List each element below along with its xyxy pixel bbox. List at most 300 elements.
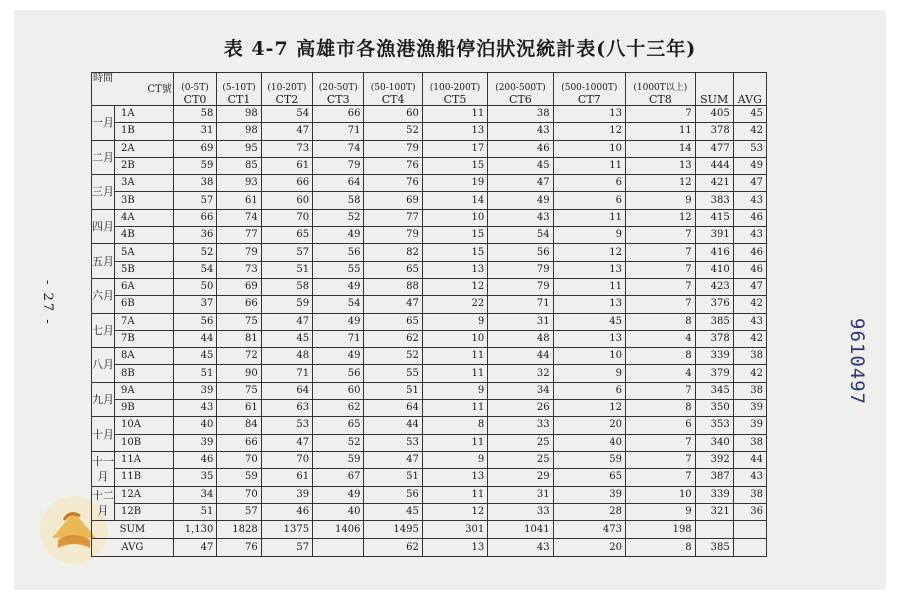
value-cell: 79	[364, 140, 422, 157]
month-cell: 六月	[92, 278, 115, 313]
value-cell: 84	[217, 417, 261, 434]
value-cell: 11	[422, 348, 487, 365]
value-cell: 46	[733, 209, 766, 226]
value-cell: 6	[553, 192, 625, 209]
value-cell: 65	[364, 261, 422, 278]
table-row	[92, 140, 767, 157]
page-number: - 27 -	[40, 280, 55, 326]
value-cell: 61	[261, 157, 312, 174]
ct-code-cell: 9A	[115, 382, 174, 399]
value-cell: 51	[364, 469, 422, 486]
value-cell: 67	[313, 469, 364, 486]
value-cell: 4	[626, 330, 696, 347]
value-cell: 66	[217, 296, 261, 313]
value-cell: 10	[553, 348, 625, 365]
value-cell: 11	[422, 400, 487, 417]
value-cell: 56	[173, 313, 217, 330]
total-cell: 8	[626, 539, 696, 557]
total-cell: 1375	[261, 521, 312, 539]
value-cell: 31	[488, 313, 553, 330]
avg-column-header	[733, 73, 766, 106]
value-cell: 10	[422, 209, 487, 226]
value-cell: 38	[488, 106, 553, 123]
value-cell: 40	[553, 434, 625, 451]
value-cell: 7	[626, 382, 696, 399]
value-cell: 69	[173, 140, 217, 157]
ct-code-cell: 8B	[115, 365, 174, 382]
value-cell: 69	[364, 192, 422, 209]
value-cell: 70	[261, 209, 312, 226]
value-cell: 43	[733, 192, 766, 209]
statistics-table	[91, 72, 767, 557]
value-cell: 49	[313, 486, 364, 503]
total-cell: 473	[553, 521, 625, 539]
value-cell: 53	[364, 434, 422, 451]
value-cell: 43	[173, 400, 217, 417]
value-cell: 95	[217, 140, 261, 157]
value-cell: 11	[422, 365, 487, 382]
column-header-ct7	[553, 73, 625, 106]
ct-code-cell: 12B	[115, 503, 174, 520]
value-cell: 47	[733, 175, 766, 192]
column-range: (5-10T)	[222, 83, 256, 93]
table-title: 表 4-7 高雄市各漁港漁船停泊狀況統計表(八十三年)	[223, 38, 697, 60]
value-cell: 57	[261, 244, 312, 261]
value-cell: 81	[217, 330, 261, 347]
value-cell: 7	[626, 451, 696, 468]
ct-code-cell: 3B	[115, 192, 174, 209]
value-cell: 75	[217, 382, 261, 399]
value-cell: 79	[488, 278, 553, 295]
value-cell: 17	[422, 140, 487, 157]
value-cell: 12	[626, 209, 696, 226]
sum-column-header	[695, 73, 733, 106]
value-cell: 63	[261, 400, 312, 417]
column-header-ct2	[261, 73, 312, 106]
table-row	[92, 123, 767, 140]
value-cell: 19	[422, 175, 487, 192]
value-cell: 6	[553, 175, 625, 192]
value-cell: 13	[422, 123, 487, 140]
value-cell: 51	[364, 382, 422, 399]
value-cell: 52	[173, 244, 217, 261]
total-cell: 1041	[488, 521, 553, 539]
value-cell: 31	[488, 486, 553, 503]
value-cell: 38	[733, 382, 766, 399]
document-code-stamp: 9610497	[846, 318, 868, 406]
table-row	[92, 434, 767, 451]
month-cell: 十月	[92, 417, 115, 452]
value-cell: 79	[313, 157, 364, 174]
value-cell: 66	[217, 434, 261, 451]
value-cell: 49	[313, 278, 364, 295]
ct-code-cell: 9B	[115, 400, 174, 417]
value-cell: 56	[488, 244, 553, 261]
value-cell: 42	[733, 365, 766, 382]
table-header-row	[92, 73, 767, 106]
table-row	[92, 330, 767, 347]
value-cell: 52	[364, 123, 422, 140]
ct-code-cell: 4A	[115, 209, 174, 226]
table-row	[92, 365, 767, 382]
value-cell: 12	[553, 244, 625, 261]
value-cell: 70	[261, 451, 312, 468]
value-cell: 14	[422, 192, 487, 209]
month-cell: 十一月	[92, 451, 115, 486]
value-cell: 7	[626, 469, 696, 486]
value-cell: 69	[217, 278, 261, 295]
value-cell: 49	[733, 157, 766, 174]
value-cell: 48	[488, 330, 553, 347]
month-cell: 一月	[92, 106, 115, 141]
value-cell: 58	[313, 192, 364, 209]
value-cell: 33	[488, 417, 553, 434]
value-cell: 85	[217, 157, 261, 174]
value-cell: 29	[488, 469, 553, 486]
total-cell: 1828	[217, 521, 261, 539]
table-row	[92, 451, 767, 468]
value-cell: 45	[553, 313, 625, 330]
column-range: (0-5T)	[181, 83, 209, 93]
value-cell: 65	[553, 469, 625, 486]
month-cell: 十二月	[92, 486, 115, 521]
value-cell: 73	[261, 140, 312, 157]
column-range: (10-20T)	[267, 83, 307, 93]
column-code: CT6	[509, 93, 532, 106]
value-cell: 64	[261, 382, 312, 399]
value-cell: 353	[695, 417, 733, 434]
table-row	[92, 313, 767, 330]
total-cell: 1406	[313, 521, 364, 539]
value-cell: 51	[173, 365, 217, 382]
value-cell: 79	[488, 261, 553, 278]
value-cell: 7	[626, 227, 696, 244]
value-cell: 56	[313, 244, 364, 261]
value-cell: 383	[695, 192, 733, 209]
total-cell: 1495	[364, 521, 422, 539]
value-cell: 70	[217, 451, 261, 468]
value-cell: 77	[217, 227, 261, 244]
value-cell: 340	[695, 434, 733, 451]
value-cell: 8	[626, 400, 696, 417]
value-cell: 47	[261, 313, 312, 330]
ct-code-cell: 2B	[115, 157, 174, 174]
value-cell: 378	[695, 123, 733, 140]
value-cell: 45	[488, 157, 553, 174]
value-cell: 405	[695, 106, 733, 123]
value-cell: 61	[217, 192, 261, 209]
value-cell: 13	[553, 296, 625, 313]
ct-code-cell: 6B	[115, 296, 174, 313]
value-cell: 7	[626, 296, 696, 313]
total-cell: 43	[488, 539, 553, 557]
value-cell: 11	[553, 209, 625, 226]
value-cell: 65	[261, 227, 312, 244]
table-row	[92, 227, 767, 244]
column-header-ct0	[173, 73, 217, 106]
month-cell: 七月	[92, 313, 115, 348]
value-cell: 34	[488, 382, 553, 399]
value-cell: 45	[733, 106, 766, 123]
value-cell: 31	[173, 123, 217, 140]
value-cell: 77	[364, 209, 422, 226]
ct-label: CT號	[147, 84, 172, 95]
value-cell: 9	[422, 451, 487, 468]
value-cell: 71	[488, 296, 553, 313]
value-cell: 7	[626, 261, 696, 278]
value-cell: 10	[422, 330, 487, 347]
value-cell: 98	[217, 123, 261, 140]
value-cell: 15	[422, 244, 487, 261]
value-cell: 57	[217, 503, 261, 520]
table-row	[92, 348, 767, 365]
value-cell: 10	[553, 140, 625, 157]
value-cell: 35	[173, 469, 217, 486]
total-cell: 198	[626, 521, 696, 539]
column-range: (20-50T)	[318, 83, 358, 93]
value-cell: 48	[261, 348, 312, 365]
value-cell: 45	[364, 503, 422, 520]
value-cell: 36	[733, 503, 766, 520]
table-row	[92, 469, 767, 486]
ct-code-cell: 8A	[115, 348, 174, 365]
value-cell: 54	[173, 261, 217, 278]
value-cell: 13	[553, 261, 625, 278]
value-cell: 4	[626, 365, 696, 382]
value-cell: 28	[553, 503, 625, 520]
value-cell: 39	[173, 382, 217, 399]
value-cell: 51	[173, 503, 217, 520]
table-row	[92, 157, 767, 174]
value-cell: 73	[217, 261, 261, 278]
column-header-ct6	[488, 73, 553, 106]
value-cell: 339	[695, 486, 733, 503]
table-row	[92, 400, 767, 417]
value-cell: 93	[217, 175, 261, 192]
ct-code-cell: 7B	[115, 330, 174, 347]
value-cell: 38	[733, 486, 766, 503]
value-cell: 47	[261, 123, 312, 140]
value-cell: 46	[733, 261, 766, 278]
ct-code-cell: 12A	[115, 486, 174, 503]
value-cell: 43	[733, 469, 766, 486]
value-cell: 60	[313, 382, 364, 399]
value-cell: 22	[422, 296, 487, 313]
column-header-ct4	[364, 73, 422, 106]
value-cell: 66	[173, 209, 217, 226]
value-cell: 42	[733, 123, 766, 140]
value-cell: 20	[553, 417, 625, 434]
value-cell: 56	[364, 486, 422, 503]
value-cell: 11	[553, 157, 625, 174]
value-cell: 45	[173, 348, 217, 365]
value-cell: 32	[488, 365, 553, 382]
value-cell: 59	[173, 157, 217, 174]
value-cell: 58	[261, 278, 312, 295]
value-cell: 39	[733, 417, 766, 434]
value-cell: 6	[553, 382, 625, 399]
value-cell: 70	[217, 486, 261, 503]
value-cell: 46	[733, 244, 766, 261]
value-cell: 39	[261, 486, 312, 503]
value-cell: 75	[217, 313, 261, 330]
table-row	[92, 175, 767, 192]
value-cell: 11	[422, 486, 487, 503]
avg-row	[92, 539, 767, 557]
total-cell: 47	[173, 539, 217, 557]
value-cell: 40	[313, 503, 364, 520]
value-cell: 12	[626, 175, 696, 192]
ct-code-cell: 11B	[115, 469, 174, 486]
value-cell: 66	[261, 175, 312, 192]
column-range: (100-200T)	[429, 83, 481, 93]
value-cell: 43	[733, 313, 766, 330]
table-row	[92, 503, 767, 520]
column-range: (1000T以上)	[633, 83, 688, 93]
value-cell: 66	[313, 106, 364, 123]
total-cell	[313, 539, 364, 557]
value-cell: 64	[313, 175, 364, 192]
value-cell: 345	[695, 382, 733, 399]
column-code: CT1	[227, 93, 251, 106]
column-code: CT4	[381, 93, 405, 106]
value-cell: 423	[695, 278, 733, 295]
column-header-ct8	[626, 73, 696, 106]
value-cell: 46	[173, 451, 217, 468]
month-cell: 五月	[92, 244, 115, 279]
value-cell: 11	[553, 278, 625, 295]
value-cell: 74	[217, 209, 261, 226]
column-code: CT0	[183, 93, 207, 106]
value-cell: 71	[261, 365, 312, 382]
row-label: SUM	[92, 521, 174, 539]
total-cell: 13	[422, 539, 487, 557]
value-cell: 76	[364, 157, 422, 174]
value-cell: 44	[488, 348, 553, 365]
value-cell: 79	[217, 244, 261, 261]
value-cell: 36	[173, 227, 217, 244]
value-cell: 61	[217, 400, 261, 417]
value-cell: 43	[733, 227, 766, 244]
column-header-ct1	[217, 73, 261, 106]
table-row	[92, 382, 767, 399]
total-cell	[695, 521, 733, 539]
value-cell: 350	[695, 400, 733, 417]
value-cell: 9	[553, 227, 625, 244]
total-cell: 385	[695, 539, 733, 557]
total-cell: 20	[553, 539, 625, 557]
value-cell: 13	[422, 261, 487, 278]
value-cell: 10	[626, 486, 696, 503]
value-cell: 44	[733, 451, 766, 468]
value-cell: 379	[695, 365, 733, 382]
value-cell: 62	[364, 330, 422, 347]
ct-code-cell: 5B	[115, 261, 174, 278]
value-cell: 57	[173, 192, 217, 209]
column-range: (50-100T)	[370, 83, 416, 93]
value-cell: 11	[626, 123, 696, 140]
value-cell: 11	[422, 106, 487, 123]
value-cell: 15	[422, 227, 487, 244]
value-cell: 38	[733, 434, 766, 451]
value-cell: 12	[422, 503, 487, 520]
value-cell: 71	[313, 123, 364, 140]
value-cell: 59	[217, 469, 261, 486]
month-cell: 三月	[92, 175, 115, 210]
table-row	[92, 417, 767, 434]
value-cell: 391	[695, 227, 733, 244]
column-code: CT5	[443, 93, 467, 106]
total-cell: 301	[422, 521, 487, 539]
value-cell: 13	[553, 330, 625, 347]
value-cell: 8	[422, 417, 487, 434]
value-cell: 58	[173, 106, 217, 123]
value-cell: 7	[626, 278, 696, 295]
value-cell: 56	[313, 365, 364, 382]
table-row	[92, 192, 767, 209]
value-cell: 54	[488, 227, 553, 244]
value-cell: 421	[695, 175, 733, 192]
value-cell: 339	[695, 348, 733, 365]
value-cell: 79	[364, 227, 422, 244]
value-cell: 74	[313, 140, 364, 157]
value-cell: 44	[364, 417, 422, 434]
month-cell: 九月	[92, 382, 115, 417]
value-cell: 410	[695, 261, 733, 278]
value-cell: 44	[173, 330, 217, 347]
value-cell: 321	[695, 503, 733, 520]
column-code: CT8	[648, 93, 672, 106]
value-cell: 392	[695, 451, 733, 468]
value-cell: 49	[313, 227, 364, 244]
column-header-ct5	[422, 73, 487, 106]
value-cell: 42	[733, 330, 766, 347]
column-range: (200-500T)	[495, 83, 546, 93]
table-body	[92, 106, 767, 557]
total-cell: 1,130	[173, 521, 217, 539]
value-cell: 53	[261, 417, 312, 434]
time-ct-header	[92, 73, 174, 106]
value-cell: 60	[261, 192, 312, 209]
value-cell: 477	[695, 140, 733, 157]
value-cell: 444	[695, 157, 733, 174]
value-cell: 45	[261, 330, 312, 347]
month-cell: 八月	[92, 348, 115, 383]
value-cell: 54	[313, 296, 364, 313]
value-cell: 46	[488, 140, 553, 157]
table-row	[92, 278, 767, 295]
value-cell: 52	[364, 348, 422, 365]
value-cell: 26	[488, 400, 553, 417]
value-cell: 88	[364, 278, 422, 295]
value-cell: 90	[217, 365, 261, 382]
value-cell: 65	[313, 417, 364, 434]
value-cell: 64	[364, 400, 422, 417]
value-cell: 415	[695, 209, 733, 226]
value-cell: 59	[313, 451, 364, 468]
value-cell: 71	[313, 330, 364, 347]
value-cell: 14	[626, 140, 696, 157]
ct-code-cell: 4B	[115, 227, 174, 244]
value-cell: 76	[364, 175, 422, 192]
row-label: AVG	[92, 539, 174, 557]
value-cell: 43	[488, 123, 553, 140]
value-cell: 38	[733, 348, 766, 365]
value-cell: 39	[173, 434, 217, 451]
value-cell: 34	[173, 486, 217, 503]
value-cell: 82	[364, 244, 422, 261]
value-cell: 9	[626, 503, 696, 520]
